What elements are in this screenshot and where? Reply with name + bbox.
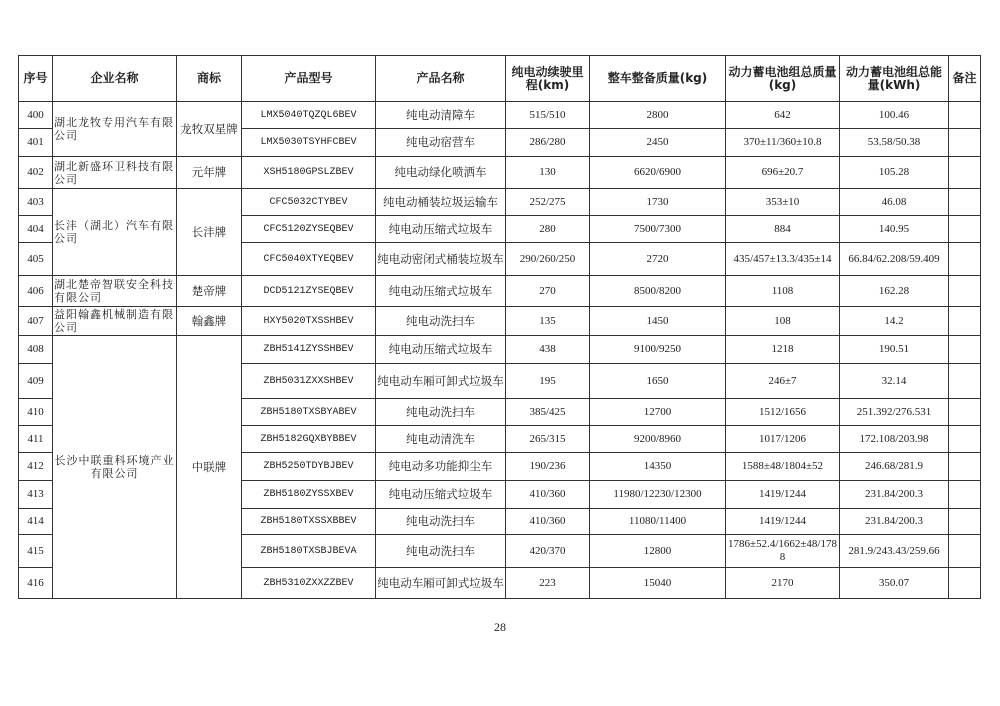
note xyxy=(949,129,981,157)
row-number: 405 xyxy=(19,243,53,276)
brand: 翰鑫牌 xyxy=(177,307,242,336)
battery-energy: 190.51 xyxy=(840,336,949,364)
product-name: 纯电动车厢可卸式垃圾车 xyxy=(376,364,506,399)
header-note: 备注 xyxy=(949,56,981,102)
electric-range: 265/315 xyxy=(506,426,590,453)
company-name: 益阳翰鑫机械制造有限公司 xyxy=(53,307,177,336)
battery-energy: 32.14 xyxy=(840,364,949,399)
product-name: 纯电动车厢可卸式垃圾车 xyxy=(376,568,506,599)
electric-range: 223 xyxy=(506,568,590,599)
electric-range: 135 xyxy=(506,307,590,336)
product-name: 纯电动密闭式桶装垃圾车 xyxy=(376,243,506,276)
curb-mass: 1450 xyxy=(590,307,726,336)
row-number: 415 xyxy=(19,535,53,568)
note xyxy=(949,157,981,189)
product-model: ZBH5180ZYSSXBEV xyxy=(242,481,376,509)
battery-mass: 108 xyxy=(726,307,840,336)
battery-mass: 1786±52.4/1662±48/1788 xyxy=(726,535,840,568)
row-number: 414 xyxy=(19,509,53,535)
battery-mass: 435/457±13.3/435±14 xyxy=(726,243,840,276)
battery-energy: 53.58/50.38 xyxy=(840,129,949,157)
curb-mass: 15040 xyxy=(590,568,726,599)
battery-mass: 1512/1656 xyxy=(726,399,840,426)
row-number: 402 xyxy=(19,157,53,189)
note xyxy=(949,307,981,336)
product-name: 纯电动宿营车 xyxy=(376,129,506,157)
battery-mass: 696±20.7 xyxy=(726,157,840,189)
product-name: 纯电动清洗车 xyxy=(376,426,506,453)
company-name: 湖北龙牧专用汽车有限公司 xyxy=(53,102,177,157)
battery-mass: 2170 xyxy=(726,568,840,599)
company-name: 湖北楚帝智联安全科技有限公司 xyxy=(53,276,177,307)
product-name: 纯电动压缩式垃圾车 xyxy=(376,481,506,509)
battery-mass: 642 xyxy=(726,102,840,129)
curb-mass: 11080/11400 xyxy=(590,509,726,535)
product-model: ZBH5182GQXBYBBEV xyxy=(242,426,376,453)
curb-mass: 14350 xyxy=(590,453,726,481)
electric-range: 130 xyxy=(506,157,590,189)
product-model: ZBH5180TXSBJBEVA xyxy=(242,535,376,568)
product-name: 纯电动洗扫车 xyxy=(376,509,506,535)
note xyxy=(949,399,981,426)
row-number: 408 xyxy=(19,336,53,364)
header-no: 序号 xyxy=(19,56,53,102)
product-model: HXY5020TXSSHBEV xyxy=(242,307,376,336)
note xyxy=(949,216,981,243)
row-number: 411 xyxy=(19,426,53,453)
curb-mass: 8500/8200 xyxy=(590,276,726,307)
product-model: ZBH5310ZXXZZBEV xyxy=(242,568,376,599)
product-model: LMX5040TQZQL6BEV xyxy=(242,102,376,129)
row-number: 407 xyxy=(19,307,53,336)
curb-mass: 2800 xyxy=(590,102,726,129)
product-model: ZBH5031ZXXSHBEV xyxy=(242,364,376,399)
vehicle-catalog-table xyxy=(18,55,981,599)
battery-mass: 370±11/360±10.8 xyxy=(726,129,840,157)
note xyxy=(949,364,981,399)
header-curb-mass: 整车整备质量(kg) xyxy=(590,56,726,102)
battery-energy: 100.46 xyxy=(840,102,949,129)
product-model: CFC5040XTYEQBEV xyxy=(242,243,376,276)
note xyxy=(949,453,981,481)
company-name: 长沙中联重科环境产业有限公司 xyxy=(53,336,177,599)
product-model: XSH5180GPSLZBEV xyxy=(242,157,376,189)
header-brand: 商标 xyxy=(177,56,242,102)
page-number: 28 xyxy=(494,620,506,634)
product-model: ZBH5180TXSSXBBEV xyxy=(242,509,376,535)
product-model: ZBH5141ZYSSHBEV xyxy=(242,336,376,364)
electric-range: 438 xyxy=(506,336,590,364)
battery-mass: 1419/1244 xyxy=(726,509,840,535)
curb-mass: 2720 xyxy=(590,243,726,276)
electric-range: 410/360 xyxy=(506,509,590,535)
product-name: 纯电动洗扫车 xyxy=(376,535,506,568)
product-name: 纯电动清障车 xyxy=(376,102,506,129)
row-number: 404 xyxy=(19,216,53,243)
company-name: 湖北新盛环卫科技有限公司 xyxy=(53,157,177,189)
battery-mass: 1419/1244 xyxy=(726,481,840,509)
product-name: 纯电动压缩式垃圾车 xyxy=(376,216,506,243)
row-number: 406 xyxy=(19,276,53,307)
row-number: 412 xyxy=(19,453,53,481)
curb-mass: 11980/12230/12300 xyxy=(590,481,726,509)
header-row xyxy=(19,56,981,102)
curb-mass: 9100/9250 xyxy=(590,336,726,364)
row-number: 400 xyxy=(19,102,53,129)
product-model: LMX5030TSYHFCBEV xyxy=(242,129,376,157)
header-product-name: 产品名称 xyxy=(376,56,506,102)
battery-energy: 246.68/281.9 xyxy=(840,453,949,481)
note xyxy=(949,189,981,216)
battery-energy: 350.07 xyxy=(840,568,949,599)
product-model: ZBH5250TDYBJBEV xyxy=(242,453,376,481)
product-name: 纯电动绿化喷洒车 xyxy=(376,157,506,189)
header-battery-mass: 动力蓄电池组总质量(kg) xyxy=(726,56,840,102)
note xyxy=(949,535,981,568)
product-name: 纯电动多功能抑尘车 xyxy=(376,453,506,481)
product-name: 纯电动洗扫车 xyxy=(376,399,506,426)
note xyxy=(949,568,981,599)
electric-range: 195 xyxy=(506,364,590,399)
product-model: CFC5120ZYSEQBEV xyxy=(242,216,376,243)
header-company: 企业名称 xyxy=(53,56,177,102)
table-body xyxy=(19,102,981,599)
brand: 中联牌 xyxy=(177,336,242,599)
battery-energy: 46.08 xyxy=(840,189,949,216)
battery-mass: 1588±48/1804±52 xyxy=(726,453,840,481)
header-range: 纯电动续驶里程(km) xyxy=(506,56,590,102)
curb-mass: 1650 xyxy=(590,364,726,399)
curb-mass: 9200/8960 xyxy=(590,426,726,453)
battery-energy: 251.392/276.531 xyxy=(840,399,949,426)
curb-mass: 1730 xyxy=(590,189,726,216)
battery-energy: 14.2 xyxy=(840,307,949,336)
brand: 元年牌 xyxy=(177,157,242,189)
table-row xyxy=(19,307,981,336)
battery-energy: 231.84/200.3 xyxy=(840,481,949,509)
note xyxy=(949,102,981,129)
product-name: 纯电动洗扫车 xyxy=(376,307,506,336)
row-number: 409 xyxy=(19,364,53,399)
product-name: 纯电动桶装垃圾运输车 xyxy=(376,189,506,216)
note xyxy=(949,509,981,535)
electric-range: 385/425 xyxy=(506,399,590,426)
curb-mass: 12800 xyxy=(590,535,726,568)
row-number: 410 xyxy=(19,399,53,426)
electric-range: 286/280 xyxy=(506,129,590,157)
note xyxy=(949,481,981,509)
electric-range: 270 xyxy=(506,276,590,307)
table-row xyxy=(19,157,981,189)
battery-energy: 231.84/200.3 xyxy=(840,509,949,535)
product-model: CFC5032CTYBEV xyxy=(242,189,376,216)
electric-range: 515/510 xyxy=(506,102,590,129)
battery-mass: 353±10 xyxy=(726,189,840,216)
row-number: 416 xyxy=(19,568,53,599)
note xyxy=(949,243,981,276)
battery-energy: 162.28 xyxy=(840,276,949,307)
battery-energy: 172.108/203.98 xyxy=(840,426,949,453)
header-model: 产品型号 xyxy=(242,56,376,102)
electric-range: 410/360 xyxy=(506,481,590,509)
table-row xyxy=(19,102,981,129)
note xyxy=(949,336,981,364)
table-row xyxy=(19,276,981,307)
battery-mass: 884 xyxy=(726,216,840,243)
note xyxy=(949,276,981,307)
battery-mass: 1108 xyxy=(726,276,840,307)
product-name: 纯电动压缩式垃圾车 xyxy=(376,276,506,307)
electric-range: 280 xyxy=(506,216,590,243)
battery-mass: 246±7 xyxy=(726,364,840,399)
brand: 龙牧双星牌 xyxy=(177,102,242,157)
battery-mass: 1017/1206 xyxy=(726,426,840,453)
curb-mass: 2450 xyxy=(590,129,726,157)
battery-mass: 1218 xyxy=(726,336,840,364)
electric-range: 190/236 xyxy=(506,453,590,481)
battery-energy: 105.28 xyxy=(840,157,949,189)
note xyxy=(949,426,981,453)
brand: 长沣牌 xyxy=(177,189,242,276)
product-model: ZBH5180TXSBYABEV xyxy=(242,399,376,426)
table-row xyxy=(19,336,981,364)
curb-mass: 12700 xyxy=(590,399,726,426)
curb-mass: 7500/7300 xyxy=(590,216,726,243)
battery-energy: 140.95 xyxy=(840,216,949,243)
electric-range: 420/370 xyxy=(506,535,590,568)
company-name: 长沣（湖北）汽车有限公司 xyxy=(53,189,177,276)
battery-energy: 66.84/62.208/59.409 xyxy=(840,243,949,276)
row-number: 403 xyxy=(19,189,53,216)
electric-range: 290/260/250 xyxy=(506,243,590,276)
row-number: 401 xyxy=(19,129,53,157)
battery-energy: 281.9/243.43/259.66 xyxy=(840,535,949,568)
header-battery-energy: 动力蓄电池组总能量(kWh) xyxy=(840,56,949,102)
electric-range: 252/275 xyxy=(506,189,590,216)
product-name: 纯电动压缩式垃圾车 xyxy=(376,336,506,364)
curb-mass: 6620/6900 xyxy=(590,157,726,189)
row-number: 413 xyxy=(19,481,53,509)
product-model: DCD5121ZYSEQBEV xyxy=(242,276,376,307)
table-row xyxy=(19,189,981,216)
brand: 楚帝牌 xyxy=(177,276,242,307)
